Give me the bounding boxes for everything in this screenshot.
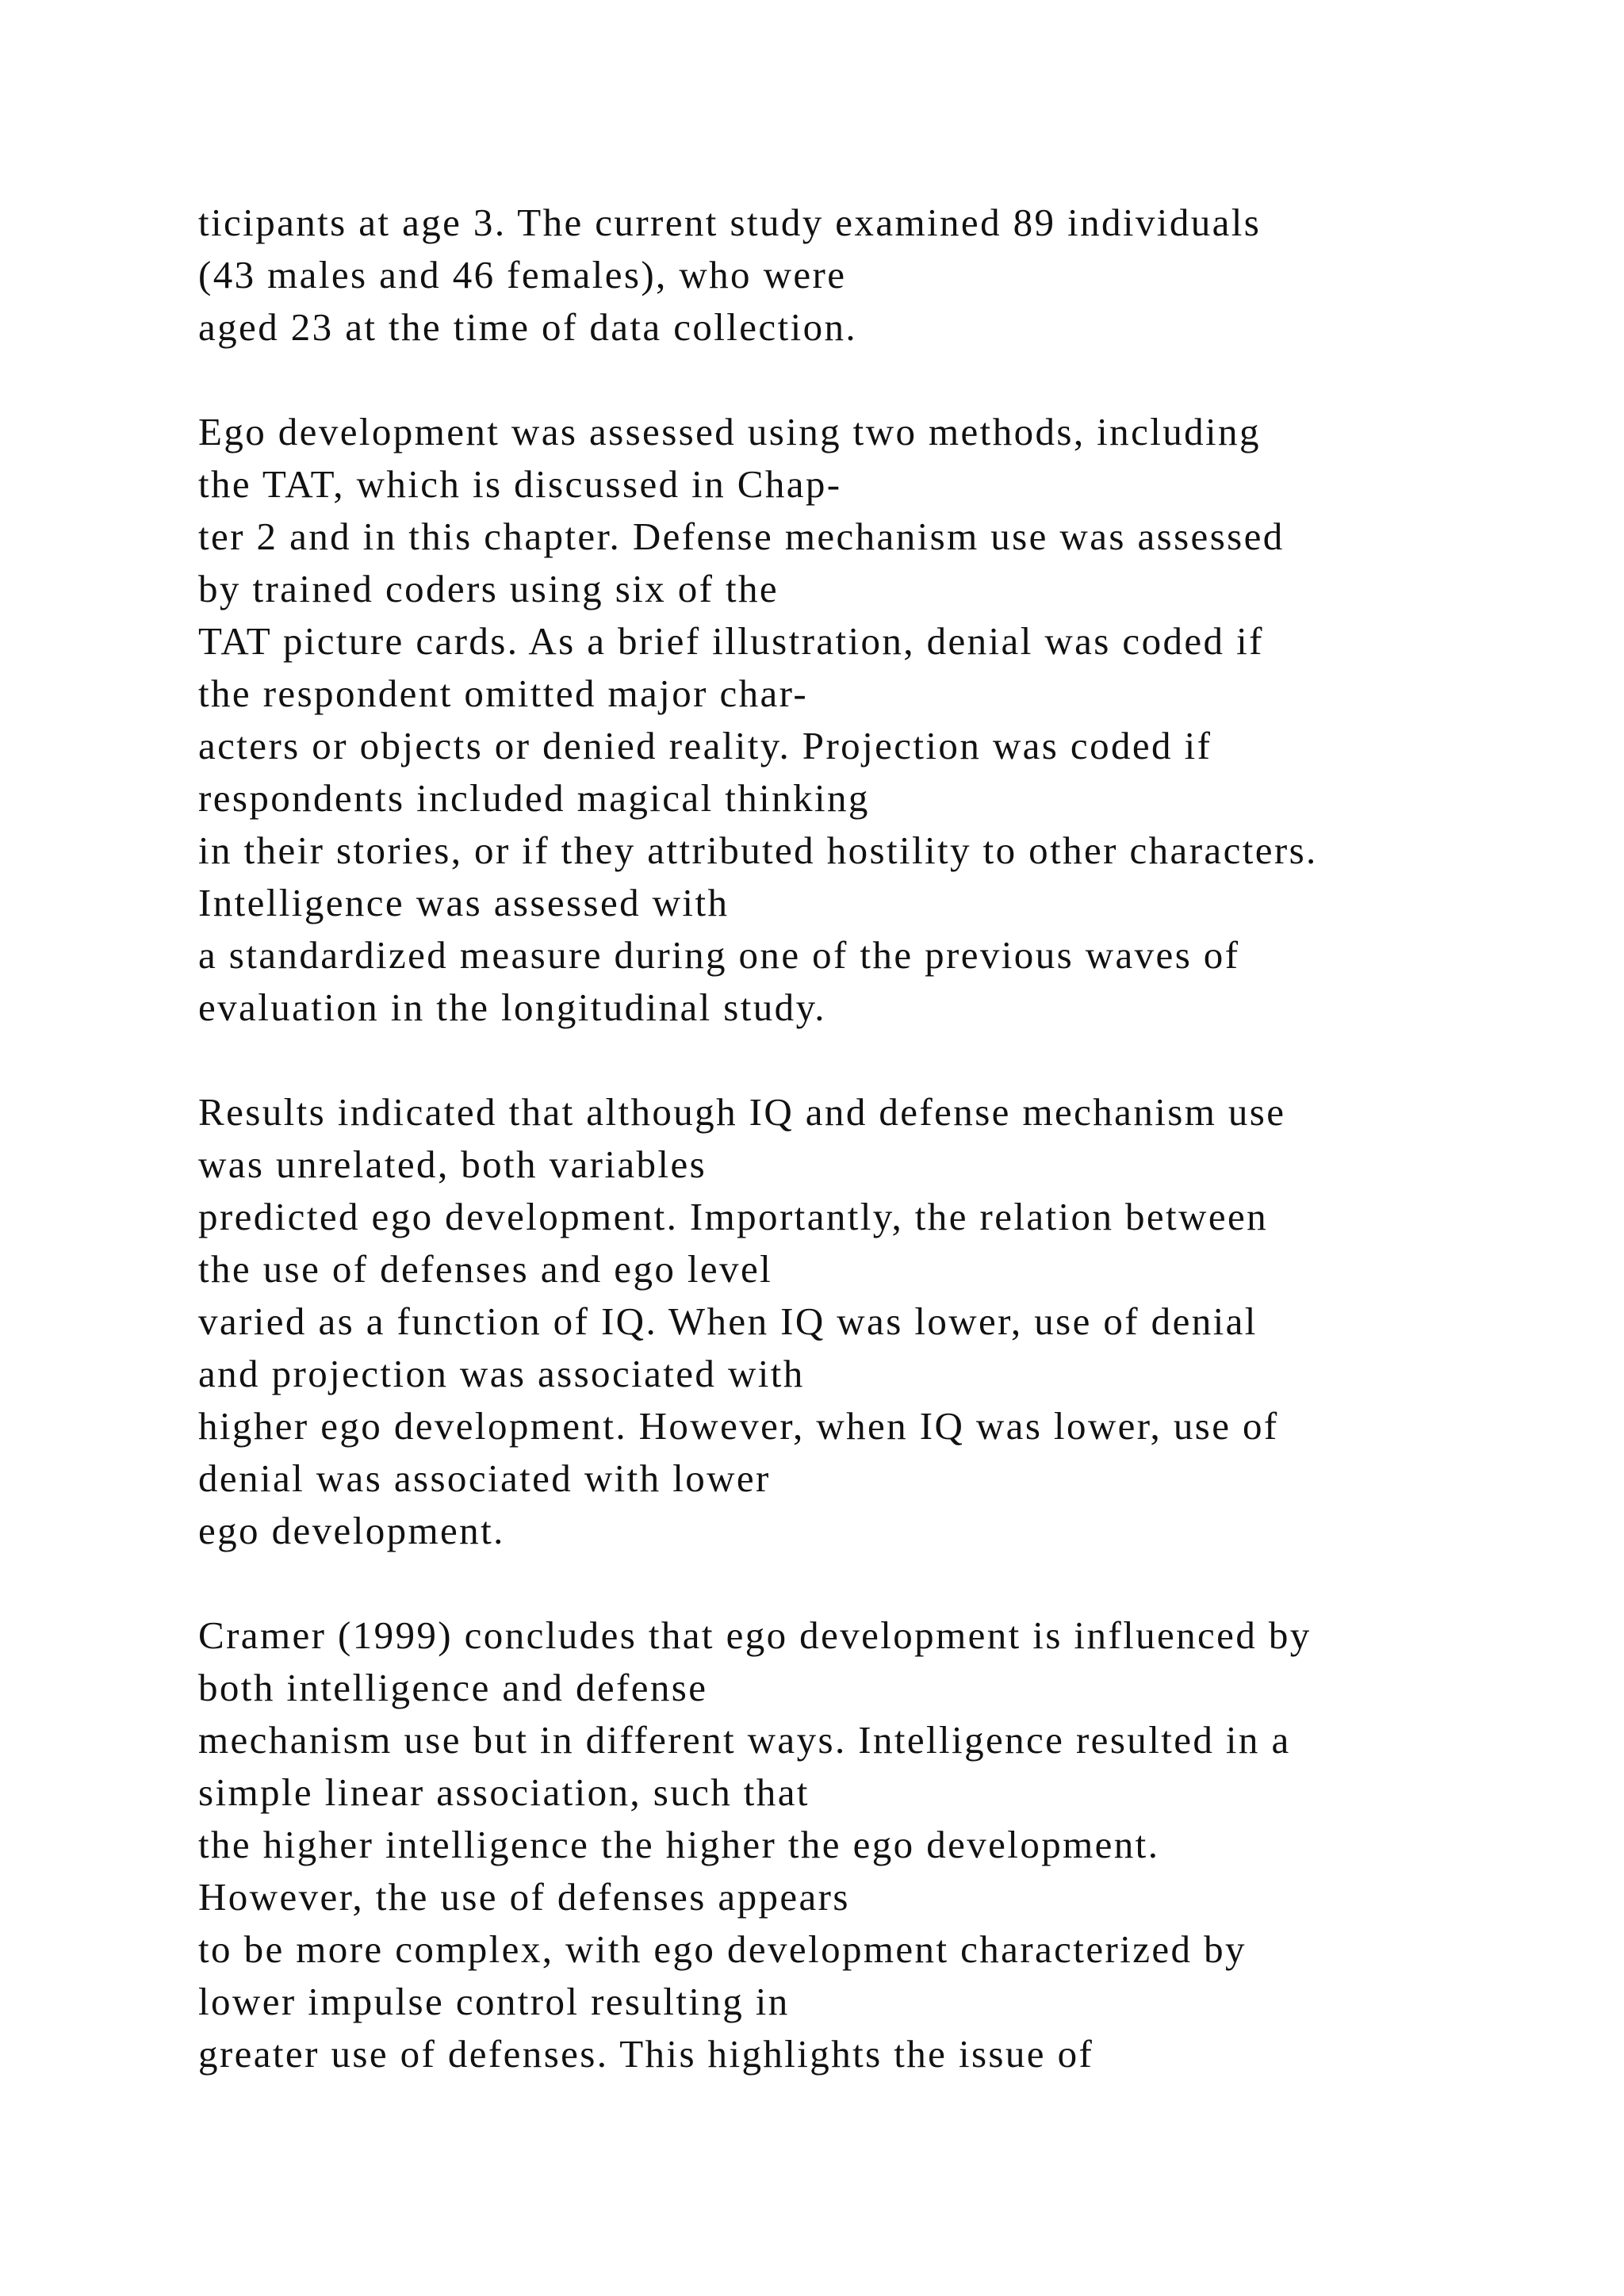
paragraph-4 [198,1609,1594,2080]
text-line: evaluation in the longitudinal study. [198,985,826,1029]
text-line: varied as a function of IQ. When IQ was lower, use of denial [198,1299,1258,1343]
text-line: Cramer (1999) concludes that ego development is influenced by [198,1613,1312,1657]
text-line: acters or objects or denied reality. Projection was coded if [198,724,1212,767]
text-line: respondents included magical thinking [198,776,870,820]
text-line: ticipants at age 3. The current study examined 89 individuals [198,201,1262,244]
paragraph-1 [198,197,1594,354]
text-line: denial was associated with lower [198,1456,771,1500]
text-line: mechanism use but in different ways. Intelligence resulted in a [198,1718,1291,1762]
text-line: and projection was associated with [198,1352,805,1395]
text-line: (43 males and 46 females), who were [198,253,847,297]
text-line: the higher intelligence the higher the ego development. [198,1823,1160,1866]
text-line: the respondent omitted major char- [198,672,809,715]
text-line: predicted ego development. Importantly, the relation between [198,1195,1269,1238]
paragraph-gap [198,1034,1594,1086]
text-line: higher ego development. However, when IQ was lower, use of [198,1404,1279,1448]
text-line: the use of defenses and ego level [198,1247,773,1291]
paragraph-gap [198,354,1594,406]
paragraph-2 [198,406,1594,1034]
text-line: was unrelated, both variables [198,1142,707,1186]
text-line: in their stories, or if they attributed hostility to other characters. [198,828,1318,872]
text-line: TAT picture cards. As a brief illustration, denial was coded if [198,619,1264,663]
text-line: both intelligence and defense [198,1666,708,1709]
text-line: the TAT, which is discussed in Chap- [198,462,842,506]
text-line: aged 23 at the time of data collection. [198,305,858,349]
text-line: by trained coders using six of the [198,567,779,610]
text-line: However, the use of defenses appears [198,1875,850,1919]
text-line: lower impulse control resulting in [198,1980,790,2023]
text-line: Intelligence was assessed with [198,881,730,924]
document-body [198,197,1594,2080]
text-line: simple linear association, such that [198,1770,810,1814]
text-line: to be more complex, with ego development characterized by [198,1927,1247,1971]
paragraph-3 [198,1086,1594,1557]
text-line: greater use of defenses. This highlights the issue of [198,2032,1094,2076]
text-line: Ego development was assessed using two methods, including [198,410,1261,453]
text-line: ego development. [198,1509,505,1552]
paragraph-gap [198,1557,1594,1609]
text-line: Results indicated that although IQ and defense mechanism use [198,1090,1286,1134]
text-line: ter 2 and in this chapter. Defense mechanism use was assessed [198,515,1285,558]
text-line: a standardized measure during one of the previous waves of [198,933,1240,977]
